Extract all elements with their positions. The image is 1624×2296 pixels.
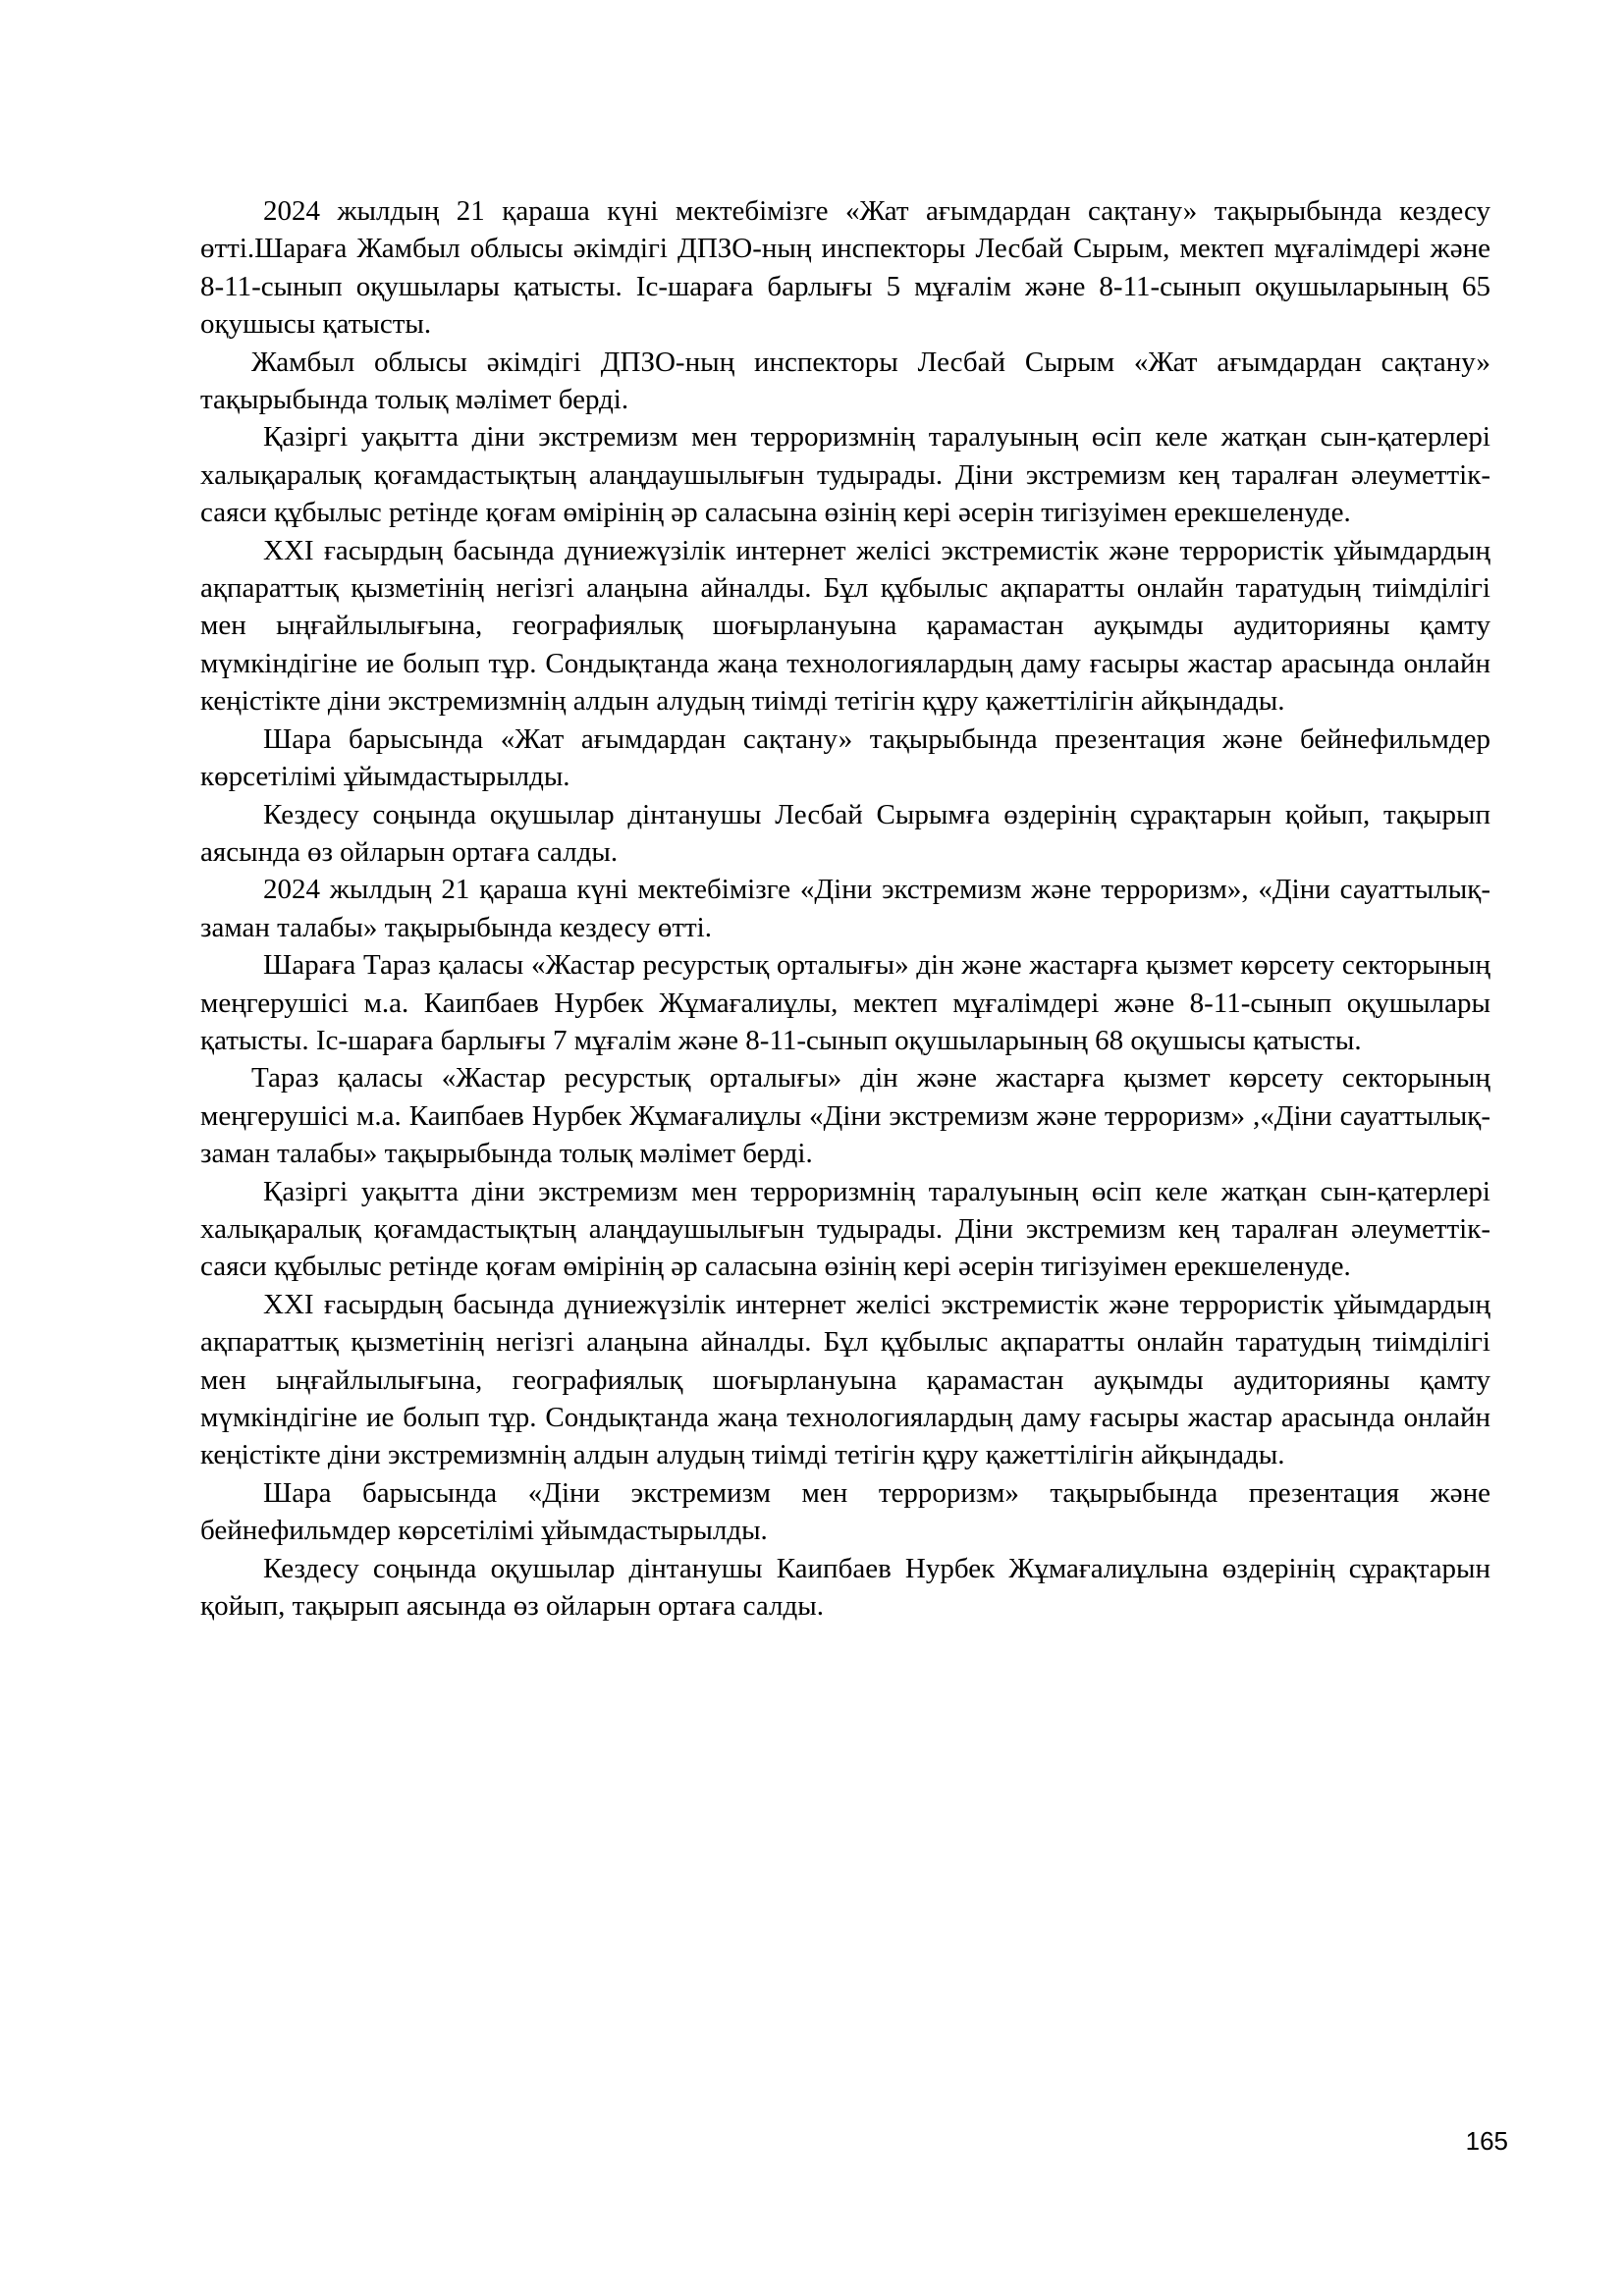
page-number: 165 [1465, 2126, 1508, 2156]
paragraph-second-speaker-info: Тараз қаласы «Жастар ресурстық орталығы» дін және жастарға қызмет көрсету секторының меңгерушісі м.а. Каипбаев Нурбек Жұмағалиұлы «Діни экстремизм және терроризм» ,«Діни сауаттылық-заман талабы» тақырыбында толық мәлімет берді. [200, 1062, 1490, 1170]
paragraph-second-presentation: Шара барысында «Діни экстремизм мен терроризм» тақырыбында презентация және бейнефильмдер көрсетілімі ұйымдастырылды. [200, 1476, 1490, 1547]
paragraph-extremism-threats-repeat: Қазіргі уақытта діни экстремизм мен терроризмнің таралуының өсіп келе жатқан сын-қатерлері халықаралық қоғамдастықтың алаңдаушылығын тудырады. Діни экстремизм кең таралған әлеуметтік-саяси құбылыс ретінде қоғам өмірінің әр саласына өзінің кері әсерін тигізуімен ерекшеленуде. [200, 1175, 1490, 1283]
paragraph-internet-role: XXI ғасырдың басында дүниежүзілік интернет желісі экстремистік және террористік ұйымдардың ақпараттық қызметінің негізгі алаңына айналды. Бұл құбылыс ақпаратты онлайн таратудың тиімділігі мен ыңғайлылығына, географиялық шоғырлануына қарамастан ауқымды аудиторияны қамту мүмкіндігіне ие болып тұр. Сондықтанда жаңа технологиялардың даму ғасыры жастар арасында онлайн кеңістікте діни экстремизмнің алдын алудың тиімді тетігін құру қажеттілігін айқындады. [200, 534, 1490, 718]
paragraph-second-participants: Шараға Тараз қаласы «Жастар ресурстық орталығы» дін және жастарға қызмет көрсету секторының меңгерушісі м.а. Каипбаев Нурбек Жұмағалиұлы, мектеп мұғалімдері және 8-11-сынып оқушылары қатысты. Іс-шараға барлығы 7 мұғалім және 8-11-сынып оқушыларының 68 оқушысы қатысты. [200, 949, 1490, 1056]
paragraph-second-meeting-intro: 2024 жылдың 21 қараша күні мектебімізге «Діни экстремизм және терроризм», «Діни сауаттылық-заман талабы» тақырыбында кездесу өтті. [200, 874, 1490, 943]
paragraph-inspector-info: Жамбыл облысы әкімдігі ДПЗО-ның инспекторы Лесбай Сырым «Жат ағымдардан сақтану» тақырыбында толық мәлімет берді. [200, 346, 1490, 416]
document-body [200, 192, 1490, 1625]
paragraph-presentation: Шара барысында «Жат ағымдардан сақтану» тақырыбында презентация және бейнефильмдер көрсетілімі ұйымдастырылды. [200, 722, 1490, 793]
paragraph-questions: Кездесу соңында оқушылар дінтанушы Лесбай Сырымға өздерінің сұрақтарын қойып, тақырып аясында өз ойларын ортаға салды. [200, 798, 1490, 868]
paragraph-meeting-extremism-intro: 2024 жылдың 21 қараша күні мектебімізге «Жат ағымдардан сақтану» тақырыбында кездесу өтті.Шараға Жамбыл облысы әкімдігі ДПЗО-ның инспекторы Лесбай Сырым, мектеп мұғалімдері және 8-11-сынып оқушылары қатысты. Іс-шараға барлығы 5 мұғалім және 8-11-сынып оқушыларының 65 оқушысы қатысты. [200, 195, 1490, 341]
paragraph-internet-role-repeat: XXI ғасырдың басында дүниежүзілік интернет желісі экстремистік және террористік ұйымдардың ақпараттық қызметінің негізгі алаңына айналды. Бұл құбылыс ақпаратты онлайн таратудың тиімділігі мен ыңғайлылығына, географиялық шоғырлануына қарамастан ауқымды аудиторияны қамту мүмкіндігіне ие болып тұр. Сондықтанда жаңа технологиялардың даму ғасыры жастар арасында онлайн кеңістікте діни экстремизмнің алдын алудың тиімді тетігін құру қажеттілігін айқындады. [200, 1288, 1490, 1471]
paragraph-extremism-threats: Қазіргі уақытта діни экстремизм мен терроризмнің таралуының өсіп келе жатқан сын-қатерлері халықаралық қоғамдастықтың алаңдаушылығын тудырады. Діни экстремизм кең таралған әлеуметтік-саяси құбылыс ретінде қоғам өмірінің әр саласына өзінің кері әсерін тигізуімен ерекшеленуде. [200, 421, 1490, 529]
paragraph-second-questions: Кездесу соңында оқушылар дінтанушы Каипбаев Нурбек Жұмағалиұлына өздерінің сұрақтарын қойып, тақырып аясында өз ойларын ортаға салды. [200, 1552, 1490, 1623]
